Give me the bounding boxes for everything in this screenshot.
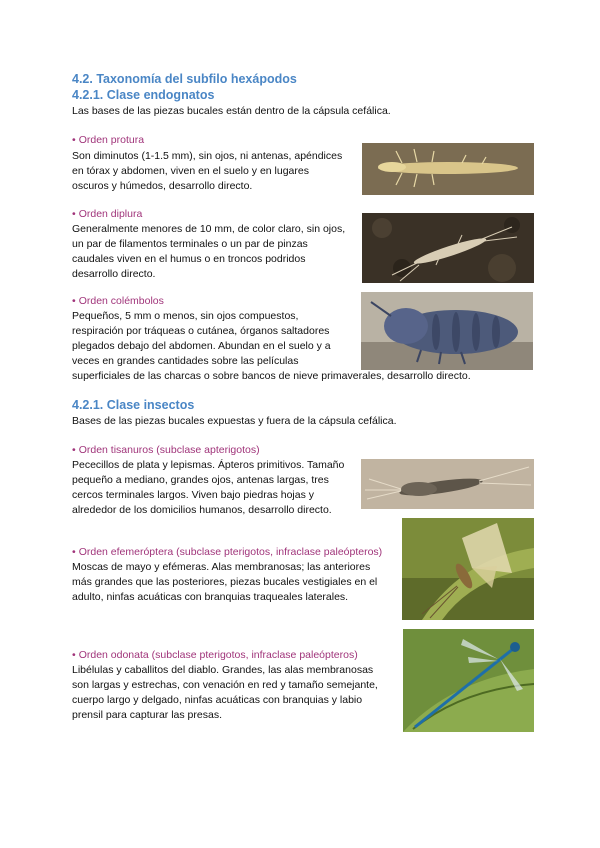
tisanuros-photo bbox=[361, 459, 534, 509]
odonata-photo bbox=[403, 629, 534, 732]
efemeroptera-photo bbox=[402, 518, 534, 620]
order-text-line: Pececillos de plata y lepismas. Ápteros primitivos. Tamaño bbox=[72, 459, 345, 471]
order-title-protura: • Orden protura bbox=[72, 134, 145, 146]
order-text-line: oscuros y húmedos, desarrollo directo. bbox=[72, 180, 253, 192]
order-text-line: más grandes que las posteriores, piezas bucales vestigiales en el bbox=[72, 576, 378, 588]
order-text-line: cuerpo largo y delgado, ninfas acuáticas con branquias y labio bbox=[72, 694, 363, 706]
order-text-line: alrededor de los domicilios humanos, desarrollo directo. bbox=[72, 504, 332, 516]
order-text-line: Libélulas y caballitos del diablo. Grandes, las alas membranosas bbox=[72, 664, 374, 676]
order-text-line: Generalmente menores de 10 mm, de color claro, sin ojos, bbox=[72, 223, 346, 235]
order-text-line: adulto, ninfas acuáticas con branquias traqueales laterales. bbox=[72, 591, 349, 603]
order-text-line: plegados debajo del abdomen. Abundan en el suelo y a bbox=[72, 340, 331, 352]
order-title-tisanuros: • Orden tisanuros (subclase apterigotos) bbox=[72, 444, 260, 456]
order-text-line: desarrollo directo. bbox=[72, 268, 156, 280]
section-title: 4.2. Taxonomía del subfilo hexápodos bbox=[72, 72, 297, 86]
bullet: • bbox=[72, 134, 76, 146]
heading-insectos: 4.2.1. Clase insectos bbox=[72, 398, 195, 412]
order-text-line: cercos terminales largos. Viven bajo piedras hojas y bbox=[72, 489, 315, 501]
order-title-colembolos: • Orden colémbolos bbox=[72, 295, 164, 307]
order-text-line: caudales viven en el humus o en troncos podridos bbox=[72, 253, 306, 265]
protura-photo bbox=[362, 143, 534, 195]
intro-insectos: Bases de las piezas bucales expuestas y fuera de la cápsula cefálica. bbox=[72, 415, 397, 427]
order-text-line: un par de filamentos terminales o un par de pinzas bbox=[72, 238, 308, 250]
order-title-odonata: • Orden odonata (subclase pterigotos, infraclase paleópteros) bbox=[72, 649, 358, 661]
order-text-line: respiración por tráqueas o cutánea, órganos saltadores bbox=[72, 325, 330, 337]
order-text-line: Moscas de mayo y efémeras. Alas membranosas; las anteriores bbox=[72, 561, 371, 573]
order-title-diplura: • Orden diplura bbox=[72, 208, 143, 220]
order-text-line: veces en grandes cantidades sobre las películas bbox=[72, 355, 299, 367]
heading-endognatos: 4.2.1. Clase endognatos bbox=[72, 88, 215, 102]
order-text-line: Pequeños, 5 mm o menos, sin ojos compuestos, bbox=[72, 310, 299, 322]
order-text-line: son largas y estrechas, con venación en red y tamaño semejante, bbox=[72, 679, 378, 691]
diplura-photo bbox=[362, 213, 534, 283]
order-text-line: en tórax y abdomen, viven en el suelo y en lugares bbox=[72, 165, 309, 177]
order-title-efemeroptera: • Orden efemeróptera (subclase pterigotos, infraclase paleópteros) bbox=[72, 546, 383, 558]
order-text-line: Son diminutos (1-1.5 mm), sin ojos, ni antenas, apéndices bbox=[72, 150, 343, 162]
order-text-line: pequeño a mediano, grandes ojos, antenas largas, tres bbox=[72, 474, 329, 486]
colembolos-photo bbox=[361, 292, 533, 370]
order-text-line: prensil para capturar las presas. bbox=[72, 709, 222, 721]
intro-endognatos: Las bases de las piezas bucales están dentro de la cápsula cefálica. bbox=[72, 105, 391, 117]
order-text-line: superficiales de las charcas o sobre bancos de nieve primaverales, desarrollo directo. bbox=[72, 370, 471, 382]
